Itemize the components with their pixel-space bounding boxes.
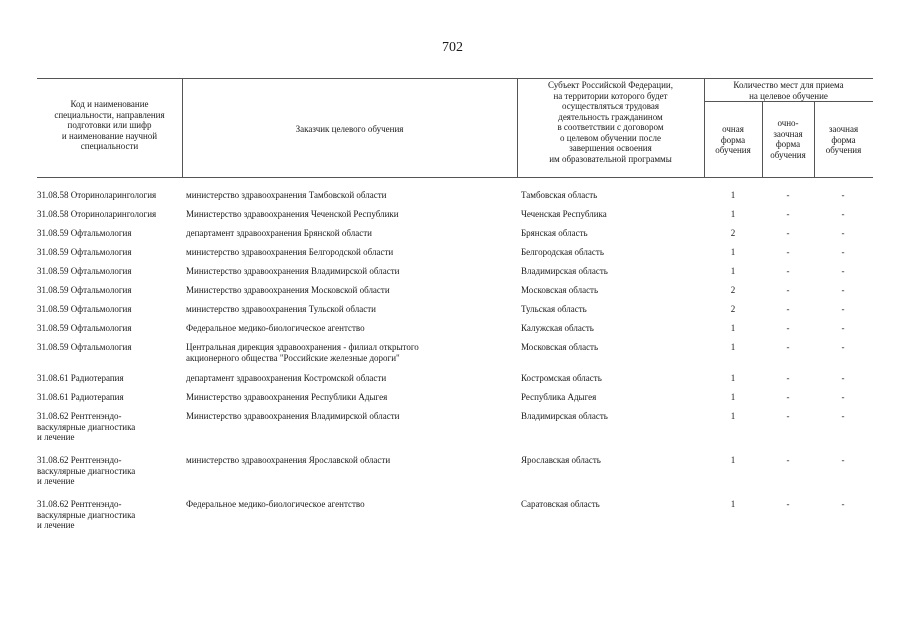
- specialty-cell: 31.08.62 Рентгенэндо- васкулярные диагностика и лечение: [37, 499, 136, 530]
- distance-count: -: [841, 266, 845, 276]
- header-region: Субъект Российской Федерации, на территории которого будет осуществляться трудовая деятельность гражданином в соответствии с договором о целевом обучении после завершения освоения им образовательной программы: [548, 80, 673, 164]
- part-time-count: -: [786, 455, 790, 465]
- region-cell: Калужская область: [521, 323, 594, 333]
- distance-count: -: [841, 411, 845, 421]
- part-time-count: -: [786, 411, 790, 421]
- specialty-cell: 31.08.61 Радиотерапия: [37, 392, 124, 402]
- full-time-count: 1: [730, 323, 736, 333]
- distance-count: -: [841, 499, 845, 509]
- full-time-count: 1: [730, 209, 736, 219]
- specialty-cell: 31.08.58 Оториноларингология: [37, 209, 157, 219]
- specialty-cell: 31.08.58 Оториноларингология: [37, 190, 157, 200]
- full-time-count: 1: [730, 190, 736, 200]
- customer-cell: министерство здравоохранения Тульской области: [186, 304, 377, 314]
- full-time-count: 1: [730, 373, 736, 383]
- region-cell: Республика Адыгея: [521, 392, 597, 402]
- customer-cell: министерство здравоохранения Тамбовской области: [186, 190, 387, 200]
- region-cell: Чеченская Республика: [521, 209, 607, 219]
- customer-cell: Министерство здравоохранения Республики Адыгея: [186, 392, 388, 402]
- part-time-count: -: [786, 190, 790, 200]
- part-time-count: -: [786, 247, 790, 257]
- customer-cell: Федеральное медико-биологическое агентство: [186, 499, 365, 509]
- header-distance: заочная форма обучения: [825, 124, 862, 155]
- full-time-count: 2: [730, 285, 736, 295]
- full-time-count: 1: [730, 499, 736, 509]
- header-places-rule: [704, 101, 873, 102]
- part-time-count: -: [786, 228, 790, 238]
- region-cell: Владимирская область: [521, 411, 608, 421]
- region-cell: Саратовская область: [521, 499, 600, 509]
- full-time-count: 1: [730, 392, 736, 402]
- region-cell: Владимирская область: [521, 266, 608, 276]
- specialty-cell: 31.08.59 Офтальмология: [37, 342, 132, 352]
- distance-count: -: [841, 228, 845, 238]
- region-cell: Тульская область: [521, 304, 587, 314]
- distance-count: -: [841, 342, 845, 352]
- region-cell: Тамбовская область: [521, 190, 598, 200]
- distance-count: -: [841, 209, 845, 219]
- region-cell: Костромская область: [521, 373, 602, 383]
- customer-cell: департамент здравоохранения Костромской области: [186, 373, 387, 383]
- customer-cell: Федеральное медико-биологическое агентство: [186, 323, 365, 333]
- full-time-count: 1: [730, 247, 736, 257]
- distance-count: -: [841, 304, 845, 314]
- region-cell: Белгородская область: [521, 247, 604, 257]
- part-time-count: -: [786, 373, 790, 383]
- specialty-cell: 31.08.59 Офтальмология: [37, 247, 132, 257]
- customer-cell: Министерство здравоохранения Владимирской области: [186, 266, 400, 276]
- page-number: 702: [442, 40, 463, 55]
- full-time-count: 1: [730, 455, 736, 465]
- part-time-count: -: [786, 209, 790, 219]
- header-top-rule: [37, 78, 873, 79]
- customer-cell: Центральная дирекция здравоохранения - филиал открытого акционерного общества "Российские железные дороги": [186, 342, 419, 363]
- part-time-count: -: [786, 285, 790, 295]
- specialty-cell: 31.08.59 Офтальмология: [37, 304, 132, 314]
- header-customer: Заказчик целевого обучения: [295, 124, 404, 134]
- full-time-count: 2: [730, 228, 736, 238]
- part-time-count: -: [786, 323, 790, 333]
- customer-cell: Министерство здравоохранения Владимирской области: [186, 411, 400, 421]
- full-time-count: 1: [730, 266, 736, 276]
- part-time-count: -: [786, 342, 790, 352]
- distance-count: -: [841, 392, 845, 402]
- distance-count: -: [841, 190, 845, 200]
- region-cell: Московская область: [521, 342, 599, 352]
- specialty-cell: 31.08.59 Офтальмология: [37, 323, 132, 333]
- distance-count: -: [841, 323, 845, 333]
- specialty-cell: 31.08.59 Офтальмология: [37, 266, 132, 276]
- customer-cell: Министерство здравоохранения Московской области: [186, 285, 390, 295]
- customer-cell: министерство здравоохранения Ярославской области: [186, 455, 391, 465]
- specialty-cell: 31.08.62 Рентгенэндо- васкулярные диагностика и лечение: [37, 455, 136, 486]
- region-cell: Брянская область: [521, 228, 588, 238]
- part-time-count: -: [786, 304, 790, 314]
- full-time-count: 2: [730, 304, 736, 314]
- part-time-count: -: [786, 392, 790, 402]
- distance-count: -: [841, 285, 845, 295]
- specialty-cell: 31.08.62 Рентгенэндо- васкулярные диагностика и лечение: [37, 411, 136, 442]
- header-specialty: Код и наименование специальности, направления подготовки или шифр и наименование научной специальности: [54, 99, 165, 151]
- header-bottom-rule: [37, 177, 873, 178]
- customer-cell: министерство здравоохранения Белгородской области: [186, 247, 394, 257]
- region-cell: Ярославская область: [521, 455, 601, 465]
- full-time-count: 1: [730, 342, 736, 352]
- part-time-count: -: [786, 266, 790, 276]
- header-part-time: очно- заочная форма обучения: [770, 118, 806, 160]
- customer-cell: Министерство здравоохранения Чеченской Республики: [186, 209, 399, 219]
- distance-count: -: [841, 455, 845, 465]
- distance-count: -: [841, 373, 845, 383]
- full-time-count: 1: [730, 411, 736, 421]
- header-places: Количество мест для приема на целевое обучение: [733, 80, 844, 101]
- header-full-time: очная форма обучения: [715, 124, 751, 155]
- specialty-cell: 31.08.59 Офтальмология: [37, 285, 132, 295]
- customer-cell: департамент здравоохранения Брянской области: [186, 228, 372, 238]
- specialty-cell: 31.08.61 Радиотерапия: [37, 373, 124, 383]
- distance-count: -: [841, 247, 845, 257]
- specialty-cell: 31.08.59 Офтальмология: [37, 228, 132, 238]
- region-cell: Московская область: [521, 285, 599, 295]
- part-time-count: -: [786, 499, 790, 509]
